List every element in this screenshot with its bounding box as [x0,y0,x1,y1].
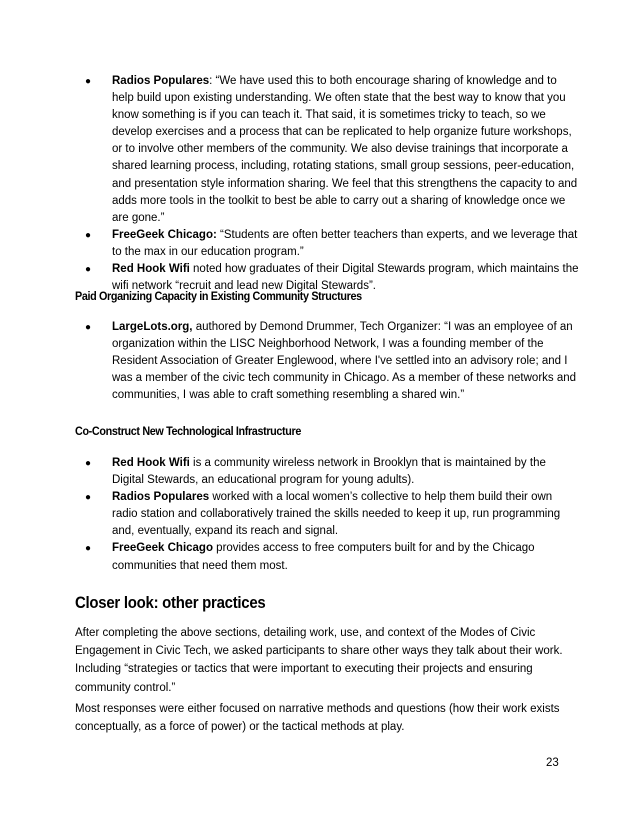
bullet-list-peer-education [75,73,580,295]
item-title: LargeLots.org, [112,321,193,333]
page-number: 23 [546,757,559,769]
list-item [75,455,580,489]
item-text: provides access to free computers built for and by the Chicago communities that need them most. [112,542,535,572]
bullet-icon: ● [85,543,92,555]
bullet-icon: ● [85,492,92,504]
paragraph-intro: After completing the above sections, detailing work, use, and context of the Modes of Civic Engagement in Civic Tech, we asked participants to share other ways they talk about their work. Including “strategies or tactics that were important to executing their projects and ensuring community control.” [75,627,563,694]
item-text: “Students are often better teachers than experts, and we leverage that to the max in our education program.” [112,228,578,258]
item-title: FreeGeek Chicago: [112,228,217,241]
item-title: Red Hook Wifi [112,263,190,276]
list-item [75,319,580,404]
item-title: Radios Populares [112,491,210,504]
list-item [75,489,580,540]
bullet-icon: ● [85,322,92,333]
paragraph-responses: Most responses were either focused on narrative methods and questions (how their work exists conceptually, as a force of power) or the tactical methods at play. [75,703,560,734]
item-text: is a community wireless network in Brooklyn that is maintained by the Digital Stewards, an educational program for young adults). [112,457,546,487]
bullet-list-infrastructure [75,455,580,575]
subheading-paid-organizing: Paid Organizing Capacity in Existing Community Structures [75,289,362,303]
bullet-icon: ● [85,76,92,87]
item-text: worked with a local women’s collective to help them build their own radio station and collaboratively trained the skills needed to keep it up, run programming and, eventually, expand its reach and signal. [112,491,561,538]
item-text: authored by Demond Drummer, Tech Organizer: “I was an employee of an organization within the LISC Neighborhood Network, I was a founding member of the Resident Association of Greater Englewood, where I've settled into an advisory role; and I was a member of the civic tech community in Chicago. As a member of these networks and communities, I was able to craft something resembling a shared win.” [112,321,577,402]
item-title: Red Hook Wifi [112,457,190,469]
subheading-co-construct: Co-Construct New Technological Infrastructure [75,424,302,438]
list-item [75,540,580,574]
list-item [75,73,580,227]
item-title: Radios Populares [112,75,210,87]
section-title: Closer look: other practices [75,593,266,612]
bullet-list-organizing-capacity [75,319,580,404]
list-item [75,227,580,261]
bullet-icon: ● [85,229,92,241]
item-text: : “We have used this to both encourage sharing of knowledge and to help build upon existing understanding. We often state that the best way to know that you know something is if you can teach it. That said, it is sometimes tricky to teach, so we develop exercises and a process that can be replicated to help organize future workshops, or to involve other members of the community. We also devise trainings that incorporate a shared learning process, including, rotating stations, small group sessions, peer-education, and presentation style information sharing. We feel that this strengthens the capacity to and adds more tools in the toolkit to best be able to carry out a sharing of knowledge once we are gone.” [112,75,578,224]
item-title: FreeGeek Chicago [112,542,213,555]
bullet-icon: ● [85,264,92,276]
item-text: noted how graduates of their Digital Stewards program, which maintains the wifi network “recruit and lead new Digital Stewards”. [112,263,579,293]
bullet-icon: ● [85,458,92,469]
